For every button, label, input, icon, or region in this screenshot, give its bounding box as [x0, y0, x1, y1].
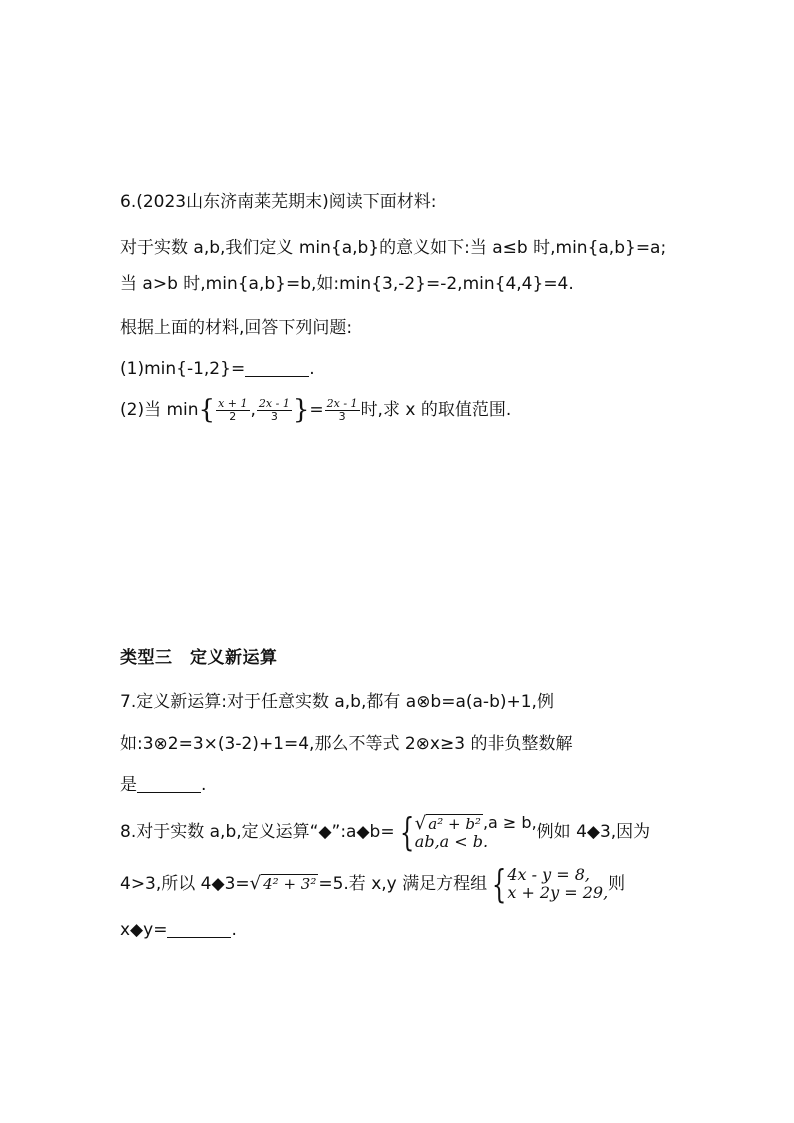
case-row-2: ab,a < b.	[414, 831, 489, 851]
fraction-1	[216, 398, 249, 423]
q7-line1: 7.定义新运算:对于任意实数 a,b,都有 a⊗b=a(a-b)+1,例	[120, 692, 554, 712]
q6-part2: (2)当 min{ $\frac{x + 1}{2}$ , $\frac{2x - 1}{3}$ }= $\frac{2x - 1}{3}$ 时,求 x 的取值范围.	[120, 395, 512, 425]
piecewise-cases	[415, 814, 537, 851]
q6-instruction: 根据上面的材料,回答下列问题:	[120, 318, 353, 338]
q6-part1	[120, 357, 315, 381]
q6-definition-line1: 对于实数 a,b,我们定义 min{a,b}的意义如下:当 a≤b 时,min{a,b}=a;	[120, 238, 667, 258]
sqrt-radicand: a² + b²	[428, 814, 481, 833]
fraction-1-numerator: x + 1	[218, 396, 248, 410]
fraction-2-denominator: 3	[270, 409, 278, 423]
q6-part1-end: .	[309, 359, 315, 379]
fraction-1-denominator: 2	[229, 409, 237, 423]
sqrt-expression	[415, 814, 483, 833]
fraction-3-denominator: 3	[338, 409, 346, 423]
equation-1: 4x - y = 8,	[507, 865, 590, 884]
q6-part1-text: (1)min{-1,2}=	[120, 359, 246, 379]
answer-blank[interactable]	[167, 936, 231, 938]
q8-line2	[120, 864, 625, 904]
fraction-2-numerator: 2x - 1	[258, 396, 290, 410]
q8-line1	[120, 810, 650, 854]
q8-line2-prefix: 4>3,所以 4◆3=	[120, 874, 250, 894]
q7-line2: 如:3⊗2=3×(3-2)+1=4,那么不等式 2⊗x≥3 的非负整数解	[120, 734, 573, 754]
case1-condition: ,a ≥ b,	[482, 812, 537, 832]
cases-brace-icon: {	[399, 810, 414, 854]
answer-blank[interactable]	[245, 375, 309, 377]
q8-line3-start: x◆y=	[120, 920, 168, 940]
equation-2: x + 2y = 29,	[507, 883, 609, 902]
q6-header: 6.(2023山东济南莱芜期末)阅读下面材料:	[120, 192, 437, 212]
q7-line3-end: .	[201, 775, 207, 795]
sqrt-icon: √	[249, 873, 262, 894]
equals-sign: =	[309, 400, 324, 420]
sqrt-expression-2	[250, 864, 319, 904]
q8-line3-end: .	[231, 920, 237, 940]
equation-system	[507, 866, 608, 902]
q7-line3-start: 是	[120, 775, 137, 795]
right-brace-icon: }	[292, 395, 310, 425]
q8-line3	[120, 918, 237, 942]
sqrt-radicand-2: 4² + 3²	[263, 875, 317, 893]
q8-line2-mid: =5.若 x,y 满足方程组	[318, 874, 488, 894]
sqrt-icon: √	[414, 812, 427, 834]
q6-part2-prefix: (2)当 min	[120, 400, 199, 420]
q8-line1-prefix: 8.对于实数 a,b,定义运算“◆”:a◆b=	[120, 822, 395, 842]
fraction-3-numerator: 2x - 1	[326, 396, 358, 410]
section-title: 类型三 定义新运算	[120, 648, 278, 668]
answer-blank[interactable]	[137, 791, 201, 793]
q6-definition-line2: 当 a>b 时,min{a,b}=b,如:min{3,-2}=-2,min{4,4}=4.	[120, 274, 574, 294]
q8-line1-suffix: 例如 4◆3,因为	[536, 822, 651, 842]
q7-line3	[120, 773, 206, 797]
left-brace-icon: {	[198, 395, 216, 425]
fraction-2	[257, 398, 292, 423]
q6-part2-suffix: 时,求 x 的取值范围.	[360, 400, 512, 420]
system-brace-icon: {	[491, 862, 507, 906]
fraction-3	[325, 398, 360, 423]
case-row-1	[415, 814, 537, 833]
q8-line2-suffix: 则	[608, 874, 626, 894]
